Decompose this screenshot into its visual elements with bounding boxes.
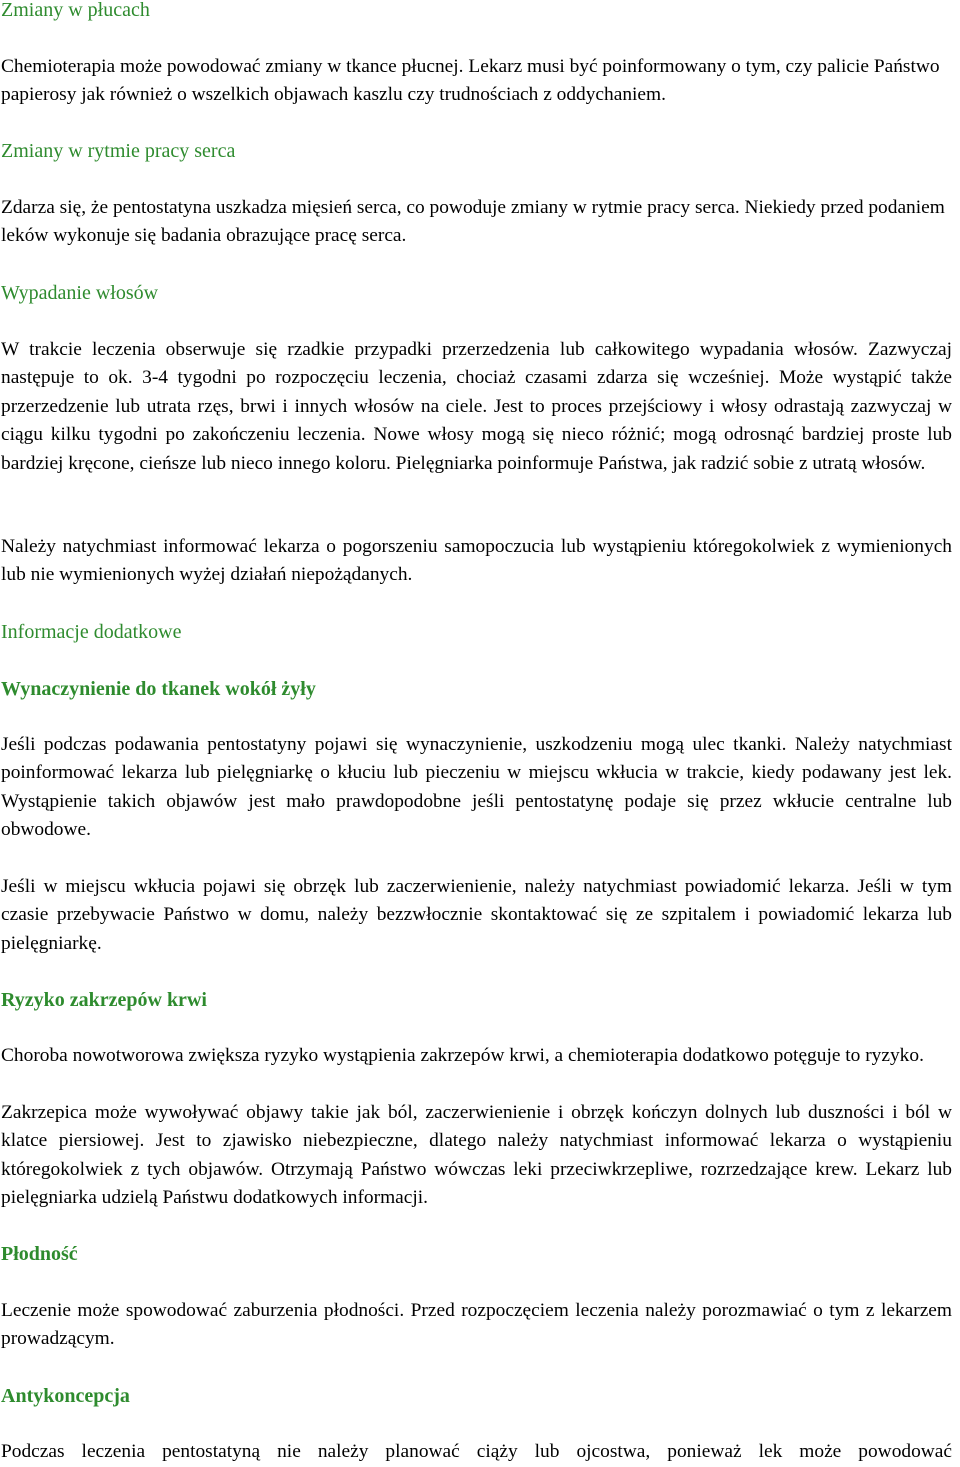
heading-heart: Zmiany w rytmie pracy serca (1, 140, 236, 162)
para-contraception: Podczas leczenia pentostatyną nie należy planować ciąży lub ojcostwa, ponieważ lek może powodować (1, 1441, 952, 1462)
heading-extra-info: Informacje dodatkowe (1, 621, 182, 643)
para-fertility: Leczenie może spowodować zaburzenia płodności. Przed rozpoczęciem leczenia należy porozmawiać o tym z lekarzem prowadzącym. (1, 1300, 952, 1350)
para-clots-2: Zakrzepica może wywoływać objawy takie jak ból, zaczerwienienie i obrzęk kończyn dolnych lub duszności i ból w klatce piersiowej. Jest to zjawisko niebezpieczne, dlatego należy natychmiast informować lekarza o wystąpieniu któregokolwiek z tych objawów. Otrzymają Państwo wówczas leki przeciwkrzepliwe, rozrzedzające krew. Lekarz lub pielęgniarka udzielą Państwu dodatkowych informacji. (1, 1102, 952, 1209)
heading-fertility: Płodność (1, 1243, 78, 1265)
para-heart: Zdarza się, że pentostatyna uszkadza mięsień serca, co powoduje zmiany w rytmie pracy serca. Niekiedy przed podaniem leków wykonuje się badania obrazujące pracę serca. (1, 197, 945, 247)
heading-hair: Wypadanie włosów (1, 282, 159, 304)
heading-contraception: Antykoncepcja (1, 1385, 130, 1407)
heading-clots: Ryzyko zakrzepów krwi (1, 989, 207, 1011)
para-extravasation-2: Jeśli w miejscu wkłucia pojawi się obrzęk lub zaczerwienienie, należy natychmiast powiadomić lekarza. Jeśli w tym czasie przebywacie Państwo w domu, należy bezzwłocznie skontaktować się ze szpitalem i powiadomić lekarza lub pielęgniarkę. (1, 876, 952, 954)
heading-extravasation: Wynaczynienie do tkanek wokół żyły (1, 678, 316, 700)
para-notice: Należy natychmiast informować lekarza o pogorszeniu samopoczucia lub wystąpieniu któregokolwiek z wymienionych lub nie wymienionych wyżej działań niepożądanych. (1, 536, 952, 586)
para-clots-1: Choroba nowotworowa zwiększa ryzyko wystąpienia zakrzepów krwi, a chemioterapia dodatkowo potęguje to ryzyko. (1, 1045, 924, 1066)
heading-lungs: Zmiany w płucach (1, 0, 150, 21)
para-lungs: Chemioterapia może powodować zmiany w tkance płucnej. Lekarz musi być poinformowany o tym, czy palicie Państwo papierosy jak również o wszelkich objawach kaszlu czy trudnościach z oddychaniem. (1, 56, 940, 106)
para-extravasation-1: Jeśli podczas podawania pentostatyny pojawi się wynaczynienie, uszkodzeniu mogą ulec tkanki. Należy natychmiast poinformować lekarza lub pielęgniarkę o kłuciu lub pieczeniu w miejscu wkłucia w trakcie, kiedy podawany jest lek. Wystąpienie takich objawów jest mało prawdopodobne jeśli pentostatynę podaje się przez wkłucie centralne lub obwodowe. (1, 734, 952, 841)
para-hair: W trakcie leczenia obserwuje się rzadkie przypadki przerzedzenia lub całkowitego wypadania włosów. Zazwyczaj następuje to ok. 3-4 tygodni po rozpoczęciu leczenia, chociaż czasami zdarza się wcześniej. Może wystąpić także przerzedzenie lub utrata rzęs, brwi i innych włosów na ciele. Jest to proces przejściowy i włosy odrastają zazwyczaj w ciągu kilku tygodni po zakończeniu leczenia. Nowe włosy mogą się nieco różnić; mogą odrosnąć bardziej proste lub bardziej kręcone, cieńsze lub nieco innego koloru. Pielęgniarka poinformuje Państwa, jak radzić sobie z utratą włosów. (1, 339, 952, 474)
